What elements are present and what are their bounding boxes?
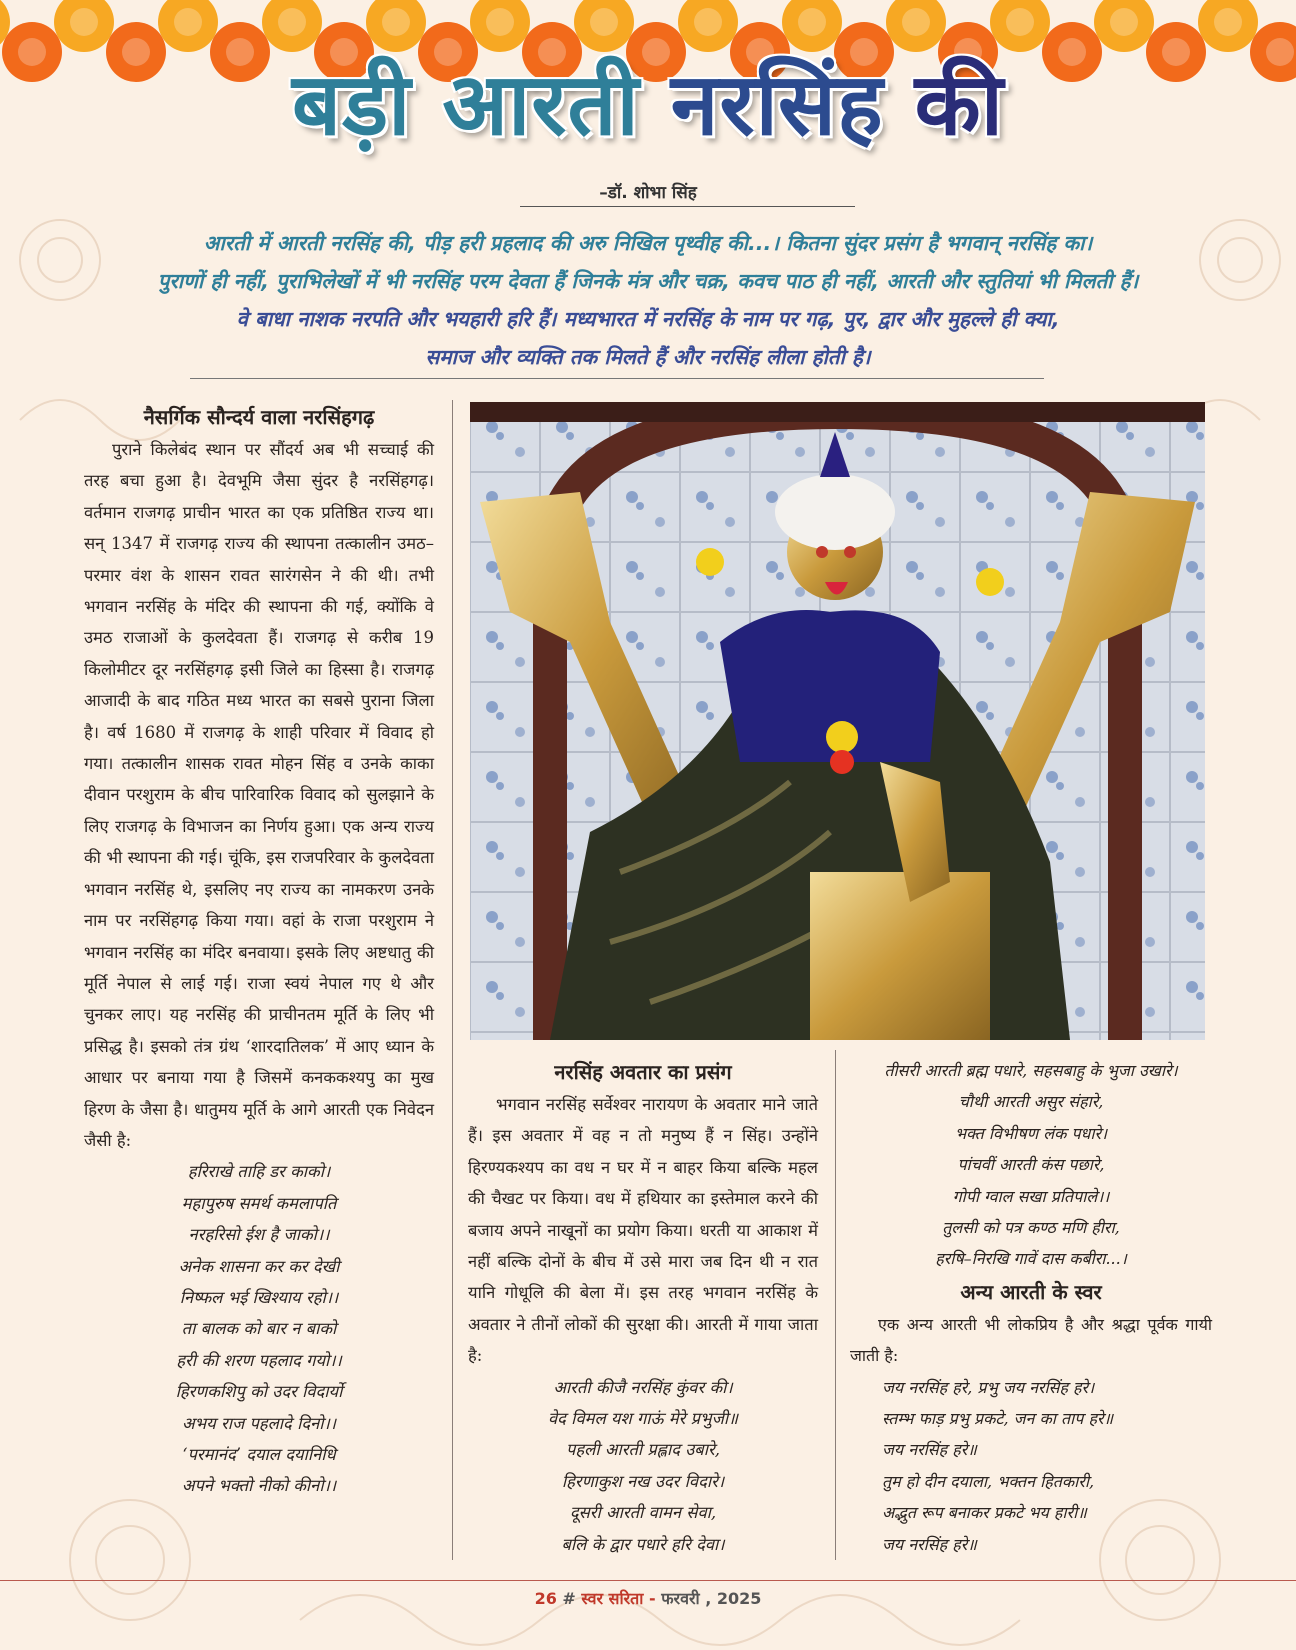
title-word-1: बड़ी [292,55,412,155]
column-divider [452,400,453,1560]
column-2 [468,1055,818,1560]
verse-line: हरी की शरण पहलाद गयो।। [176,1350,342,1370]
verse-block [850,1055,1212,1275]
verse-line: जय नरसिंह हरे॥ [882,1440,977,1460]
marigold-flower-center [902,8,930,36]
verse-line: अभय राज पहलादे दिनो।। [181,1413,337,1433]
verse-line: अद्भुत रूप बनाकर प्रकटे भय हारी॥ [882,1503,1087,1523]
byline-divider [520,206,855,207]
verse-line: निष्फल भई खिश्याय रहो।। [179,1287,339,1307]
verse-line: ता बालक को बार न बाको [181,1319,337,1339]
verse-block [850,1372,1212,1560]
idol-illustration [470,402,1205,1040]
author-byline: –डॉ. शोभा सिंह [599,183,697,203]
magazine-name: स्वर सरिता [581,1589,644,1608]
footer-hash: # [562,1589,576,1608]
temple-idol-photo [470,402,1205,1040]
intro-line: समाज और व्यक्ति तक मिलते हैं और नरसिंह लीला होती है। [425,345,871,369]
verse-line: महापुरुष समर्थ कमलापति [181,1193,337,1213]
title-word-2: आरती [442,55,640,155]
verse-line: चौथी आरती असुर संहारे, [958,1092,1104,1112]
body-paragraph: भगवान नरसिंह सर्वेश्वर नारायण के अवतार माने जाते हैं। इस अवतार में वह न तो मनुष्य हैं न सिंह। उन्होंने हिरण्यकश्यप का वध न घर में न बाहर किया बल्कि महल की चैखट पर किया। वध में हथियार का इस्तेमाल करने की बजाय अपने नाखूनों का प्रयोग किया। धरती या आकाश में नहीं बल्कि दोनों के बीच में उसे मारा जब दिन थी न रात यानि गोधूलि की बेला में। इस तरह भगवान नरसिंह के अवतार ने तीनों लोकों की सुरक्षा की। आरती में गाया जाता है: [468,1095,818,1366]
marigold-flower-center [174,8,202,36]
verse-line: तुलसी को पत्र कण्ठ मणि हीरा, [942,1218,1120,1238]
title-word-4: की [914,55,1004,155]
verse-line: जय नरसिंह हरे॥ [882,1534,977,1554]
verse-line: तुम हो दीन दयाला, भक्तन हितकारी, [882,1471,1095,1491]
section-heading: नरसिंह अवतार का प्रसंग [554,1060,732,1084]
marigold-flower-center [798,8,826,36]
verse-line: पहली आरती प्रह्लाद उबारे, [566,1440,720,1460]
verse-line: वेद विमल यश गाऊं मेरे प्रभुजी॥ [548,1409,738,1429]
verse-line: भक्त विभीषण लंक पधारे। [954,1123,1108,1143]
marigold-flower-center [1110,8,1138,36]
verse-line: बलि के द्वार पधारे हरि देवा। [561,1534,725,1554]
page-footer [0,1587,1296,1609]
column-divider [835,1050,836,1560]
verse-line: अपने भक्तो नीको कीनो।। [181,1476,337,1496]
verse-block [468,1372,818,1560]
verse-line: पांचवीं आरती कंस पछारे, [957,1155,1105,1175]
page-title [0,55,1296,155]
verse-line: स्तम्भ फाड़ प्रभु प्रकटे, जन का ताप हरे॥ [882,1409,1114,1429]
footer-separator: - [648,1589,656,1608]
verse-line: दूसरी आरती वामन सेवा, [569,1503,717,1523]
verse-block [84,1156,434,1501]
body-paragraph: एक अन्य आरती भी लोकप्रिय है और श्रद्धा पूर्वक गायी जाती है: [850,1314,1212,1366]
section-heading: अन्य आरती के स्वर [960,1279,1102,1304]
body-paragraph: पुराने किलेबंद स्थान पर सौंदर्य अब भी सच्चाई की तरह बचा हुआ है। देवभूमि जैसा सुंदर है नरसिंहगढ़। वर्तमान राजगढ़ प्राचीन भारत का एक प्रतिष्ठित राज्य था। सन् 1347 में राजगढ़ राज्य की स्थापना तत्कालीन उमठ–परमार वंश के शासन रावत सारंगसेन ने की थी। तभी भगवान नरसिंह के मंदिर की स्थापना की गई, क्योंकि वे उमठ राजाओं के कुलदेवता हैं। राजगढ़ से करीब 19 किलोमीटर दूर नरसिंहगढ़ इसी जिले का हिस्सा है। राजगढ़ आजादी के बाद गठित मध्य भारत का सबसे पुराना जिला है। वर्ष 1680 में राजगढ़ के शाही परिवार में विवाद हो गया। तत्कालीन शासक रावत मोहन सिंह व उनके काका दीवान परशुराम के बीच पारिवारिक विवाद को सुलझाने के लिए राजगढ़ के विभाजन का निर्णय हुआ। एक अन्य राज्य की भी स्थापना की गई। चूंकि, इस राजपरिवार के कुलदेवता भगवान नरसिंह थे, इसलिए नए राज्य का नामकरण उनके नाम पर नरसिंहगढ़ किया गया। वहां के राजा परशुराम ने भगवान नरसिंह का मंदिर बनवाया। इसके लिए अष्टधातु की मूर्ति नेपाल से लाई गई। राजा स्वयं नेपाल गए थे और चुनकर लाए। यह नरसिंह की प्राचीनतम मूर्ति के लिए भी प्रसिद्ध है। इसको तंत्र ग्रंथ ‘शारदातिलक’ में आए ध्यान के आधार पर बनाया गया है जिसमें कनककश्यपु का मुख हिरण के जैसा है। धातुमय मूर्ति के आगे आरती एक निवेदन जैसी है: [84,440,434,1150]
verse-line: जय नरसिंह हरे, प्रभु जय नरसिंह हरे। [882,1377,1095,1397]
verse-line: आरती कीजै नरसिंह कुंवर की। [553,1377,733,1397]
verse-line: गोपी ग्वाल सखा प्रतिपाले।। [952,1186,1110,1206]
column-1 [84,400,434,1502]
marigold-flower-center [278,8,306,36]
intro-divider [190,378,1044,379]
verse-line: अनेक शासना कर कर देखी [178,1256,340,1276]
intro-line: पुराणों ही नहीं, पुराभिलेखों में भी नरसिंह परम देवता हैं जिनके मंत्र और चक्र, कवच पाठ ही नहीं, आरती और स्तुतियां भी मिलती हैं। [157,269,1139,293]
marigold-flower-center [1006,8,1034,36]
verse-line: ‘परमानंद’ दयाल दयानिधि [182,1445,336,1464]
page-number: 26 [534,1589,557,1608]
verse-line: हरषि–निरखि गावें दास कबीरा...। [935,1249,1127,1269]
column-3 [850,1055,1212,1560]
verse-line: नरहरिसो ईश है जाको।। [188,1225,330,1245]
marigold-flower-center [590,8,618,36]
marigold-flower-center [694,8,722,36]
verse-line: हरिराखे ताहि डर काको। [187,1162,331,1182]
marigold-flower-center [70,8,98,36]
verse-line: हिरणाकुश नख उदर विदारे। [561,1471,725,1491]
section-heading: नैसर्गिक सौन्दर्य वाला नरसिंहगढ़ [143,405,375,429]
verse-line: तीसरी आरती ब्रह्म पधारे, सहसबाहु के भुजा उखारे। [884,1061,1178,1080]
footer-divider [0,1580,1296,1581]
title-word-3: नरसिंह [670,55,884,155]
intro-paragraph [90,224,1206,376]
verse-line: हिरणकशिपु को उदर विदार्यो [175,1382,343,1402]
marigold-flower-center [382,8,410,36]
marigold-flower-center [1214,8,1242,36]
marigold-flower-center [486,8,514,36]
intro-line: आरती में आरती नरसिंह की, पीड़ हरी प्रहलाद की अरु निखिल पृथ्वीह की...। कितना सुंदर प्रसंग है भगवान् नरसिंह का। [203,231,1093,255]
intro-line: वे बाधा नाशक नरपति और भयहारी हरि हैं। मध्यभारत में नरसिंह के नाम पर गढ़, पुर, द्वार और मुहल्ले ही क्या, [236,307,1060,331]
issue-date: फरवरी , 2025 [661,1589,762,1608]
